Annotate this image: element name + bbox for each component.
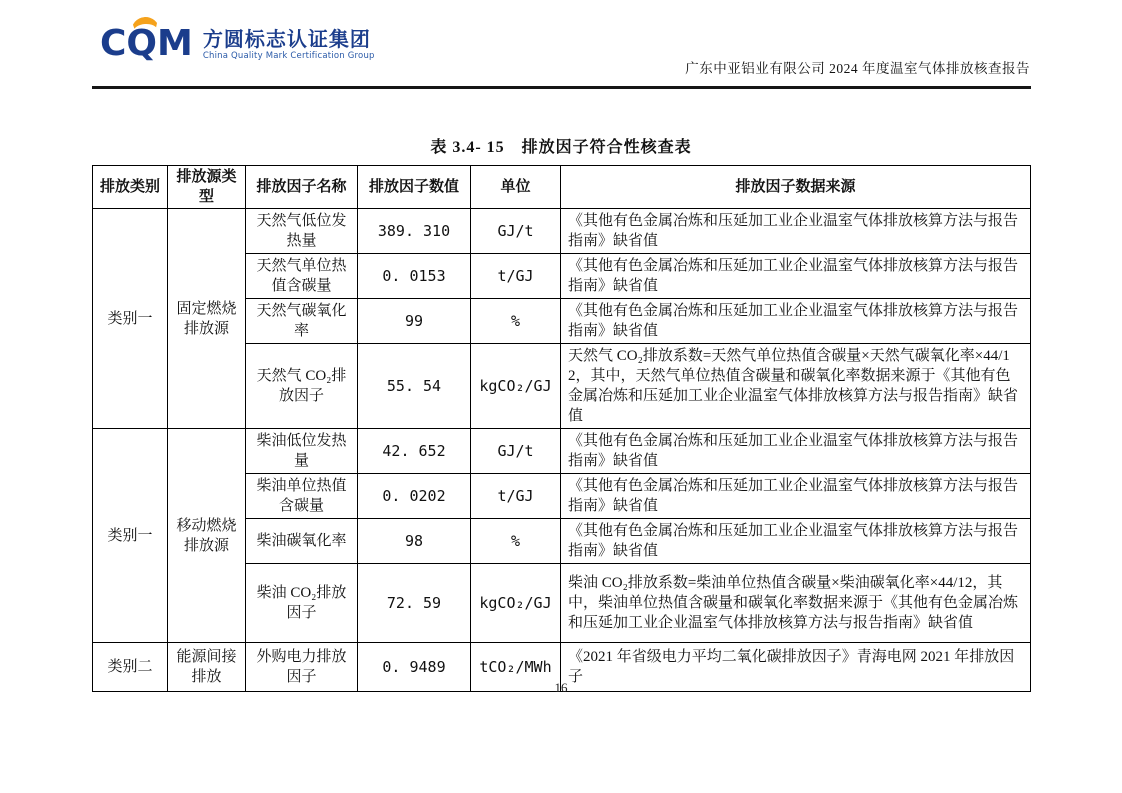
col-header-factor-value: 排放因子数值 [358, 166, 471, 209]
table-row [93, 429, 1031, 474]
cell-factor-value: 72. 59 [358, 564, 471, 643]
emission-factor-table [92, 165, 1031, 692]
cell-unit: GJ/t [471, 209, 561, 254]
cell-factor-name: 天然气低位发热量 [246, 209, 358, 254]
col-header-factor-name: 排放因子名称 [246, 166, 358, 209]
cell-factor-name: 柴油低位发热量 [246, 429, 358, 474]
cell-data-source: 柴油 CO₂排放系数=柴油单位热值含碳量×柴油碳氧化率×44/12，其中，柴油单位热值含碳量和碳氧化率数据来源于《其他有色金属冶炼和压延加工业企业温室气体排放核算方法与报告指南》缺省值 [561, 564, 1031, 643]
cell-factor-value: 55. 54 [358, 344, 471, 429]
cell-data-source: 《其他有色金属冶炼和压延加工业企业温室气体排放核算方法与报告指南》缺省值 [561, 299, 1031, 344]
cell-factor-value: 389. 310 [358, 209, 471, 254]
header-divider [92, 86, 1031, 89]
cell-factor-name: 天然气 CO₂排放因子 [246, 344, 358, 429]
cell-unit: tCO₂/MWh [471, 643, 561, 692]
table-caption: 表 3.4- 15 排放因子符合性核查表 [430, 139, 692, 156]
col-header-data-source: 排放因子数据来源 [561, 166, 1031, 209]
cell-factor-name: 柴油碳氧化率 [246, 519, 358, 564]
table-header-row [93, 166, 1031, 209]
cell-unit: % [471, 299, 561, 344]
cell-unit: GJ/t [471, 429, 561, 474]
cqm-logo [100, 24, 375, 64]
cell-factor-value: 42. 652 [358, 429, 471, 474]
cell-unit: % [471, 519, 561, 564]
cell-unit: t/GJ [471, 254, 561, 299]
cell-factor-value: 98 [358, 519, 471, 564]
cell-category: 类别一 [93, 429, 168, 643]
logo-name-en: China Quality Mark Certification Group [202, 50, 375, 61]
cell-factor-value: 0. 9489 [358, 643, 471, 692]
cell-category: 类别二 [93, 643, 168, 692]
cell-factor-name: 外购电力排放因子 [246, 643, 358, 692]
cell-unit: kgCO₂/GJ [471, 564, 561, 643]
cell-source-type: 固定燃烧排放源 [168, 209, 246, 429]
cell-factor-value: 99 [358, 299, 471, 344]
logo-name-cn: 方圆标志认证集团 [202, 26, 371, 51]
cell-data-source: 天然气 CO₂排放系数=天然气单位热值含碳量×天然气碳氧化率×44/12，其中，天然气单位热值含碳量和碳氧化率数据来源于《其他有色金属冶炼和压延加工业企业温室气体排放核算方法与报告指南》缺省值 [561, 344, 1031, 429]
page-number: 16 [554, 680, 568, 695]
cell-source-type: 能源间接排放 [168, 643, 246, 692]
logo-text: CQM [100, 23, 193, 64]
cell-data-source: 《2021 年省级电力平均二氧化碳排放因子》青海电网 2021 年排放因子 [561, 643, 1031, 692]
logo-acronym [100, 24, 193, 64]
cell-data-source: 《其他有色金属冶炼和压延加工业企业温室气体排放核算方法与报告指南》缺省值 [561, 254, 1031, 299]
cell-factor-name: 天然气碳氧化率 [246, 299, 358, 344]
cell-factor-name: 柴油 CO₂排放因子 [246, 564, 358, 643]
cell-factor-name: 天然气单位热值含碳量 [246, 254, 358, 299]
cell-factor-value: 0. 0202 [358, 474, 471, 519]
cell-category: 类别一 [93, 209, 168, 429]
cell-data-source: 《其他有色金属冶炼和压延加工业企业温室气体排放核算方法与报告指南》缺省值 [561, 429, 1031, 474]
cell-unit: kgCO₂/GJ [471, 344, 561, 429]
logo-names [203, 27, 375, 62]
table-row [93, 209, 1031, 254]
cell-data-source: 《其他有色金属冶炼和压延加工业企业温室气体排放核算方法与报告指南》缺省值 [561, 209, 1031, 254]
col-header-unit: 单位 [471, 166, 561, 209]
cell-factor-name: 柴油单位热值含碳量 [246, 474, 358, 519]
report-header-title: 广东中亚铝业有限公司 2024 年度温室气体排放核查报告 [685, 61, 1030, 76]
logo-arc-icon [131, 16, 160, 32]
cell-data-source: 《其他有色金属冶炼和压延加工业企业温室气体排放核算方法与报告指南》缺省值 [561, 474, 1031, 519]
col-header-source-type: 排放源类型 [168, 166, 246, 209]
cell-data-source: 《其他有色金属冶炼和压延加工业企业温室气体排放核算方法与报告指南》缺省值 [561, 519, 1031, 564]
col-header-category: 排放类别 [93, 166, 168, 209]
cell-source-type: 移动燃烧排放源 [168, 429, 246, 643]
cell-unit: t/GJ [471, 474, 561, 519]
cell-factor-value: 0. 0153 [358, 254, 471, 299]
